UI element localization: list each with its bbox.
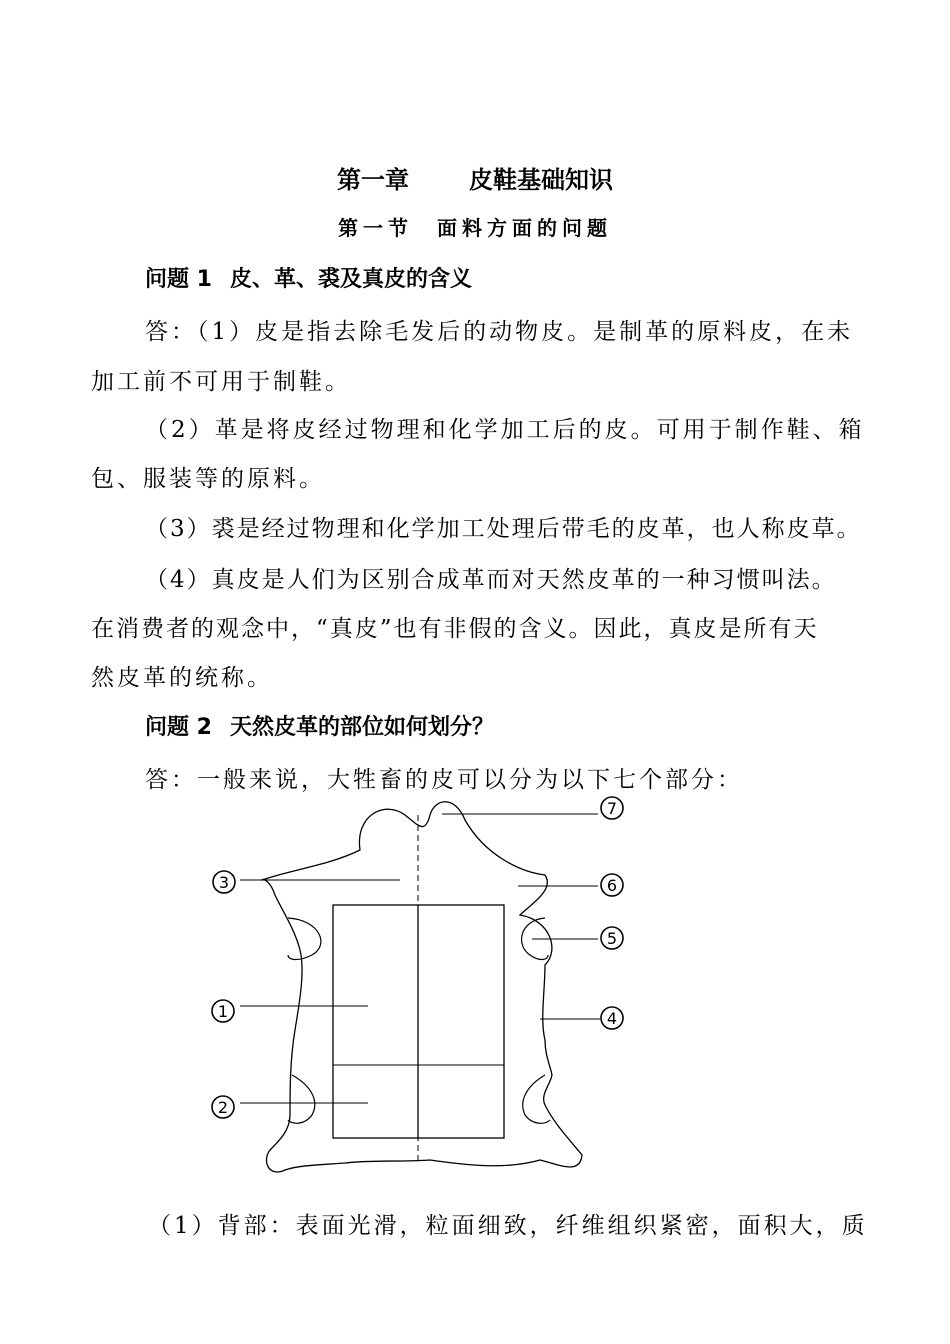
marker-6 [601, 874, 623, 896]
answer-1-line: 包、服装等的原料。 [91, 466, 325, 492]
marker-7 [601, 797, 623, 819]
shoulder-lobe-left [288, 918, 321, 960]
question-2-title: 天然皮革的部位如何划分？ [229, 715, 494, 740]
marker-label: 4 [606, 1009, 618, 1028]
chapter-title: 皮鞋基础知识 [469, 166, 613, 194]
answer-1-line: 答：（1）皮是指去除毛发后的动物皮。是制革的原料皮，在未 [145, 319, 854, 345]
chapter-number: 第一章 [337, 166, 409, 194]
marker-label: 5 [606, 929, 618, 948]
answer-2-intro: 答：一般来说，大牲畜的皮可以分为以下七个部分： [145, 767, 743, 793]
question-1-label: 问题 1 [145, 267, 212, 292]
marker-5 [601, 927, 623, 949]
section-number: 第一节 [338, 216, 413, 240]
question-1-title: 皮、革、裘及真皮的含义 [229, 267, 472, 292]
answer-1-line: 在消费者的观念中，“真皮”也有非假的含义。因此，真皮是所有天 [91, 616, 819, 642]
marker-1 [212, 1000, 234, 1022]
answer-1-line: 然皮革的统称。 [91, 665, 273, 691]
question-2-label: 问题 2 [145, 715, 212, 740]
belly-lobe-right [523, 1075, 550, 1123]
marker-label: 2 [217, 1098, 229, 1117]
marker-4 [601, 1007, 623, 1029]
belly-lobe-left [288, 1075, 315, 1123]
marker-label: 6 [606, 876, 618, 895]
answer-1-line: （3）裘是经过物理和化学加工处理后带毛的皮革，也人称皮草。 [145, 516, 862, 542]
marker-label: 1 [217, 1002, 229, 1021]
section-title: 面料方面的问题 [437, 216, 612, 240]
marker-label: 7 [606, 799, 618, 818]
marker-2 [212, 1096, 234, 1118]
answer-1-line: （2）革是将皮经过物理和化学加工后的皮。可用于制作鞋、箱 [145, 417, 865, 443]
marker-3 [213, 871, 235, 893]
hide-outline [262, 802, 582, 1172]
answer-2-part-1: （1）背部：表面光滑，粒面细致，纤维组织紧密，面积大，质 [148, 1213, 868, 1239]
marker-label: 3 [218, 873, 230, 892]
answer-1-line: 加工前不可用于制鞋。 [91, 369, 351, 395]
answer-1-line: （4）真皮是人们为区别合成革而对天然皮革的一种习惯叫法。 [145, 567, 837, 593]
